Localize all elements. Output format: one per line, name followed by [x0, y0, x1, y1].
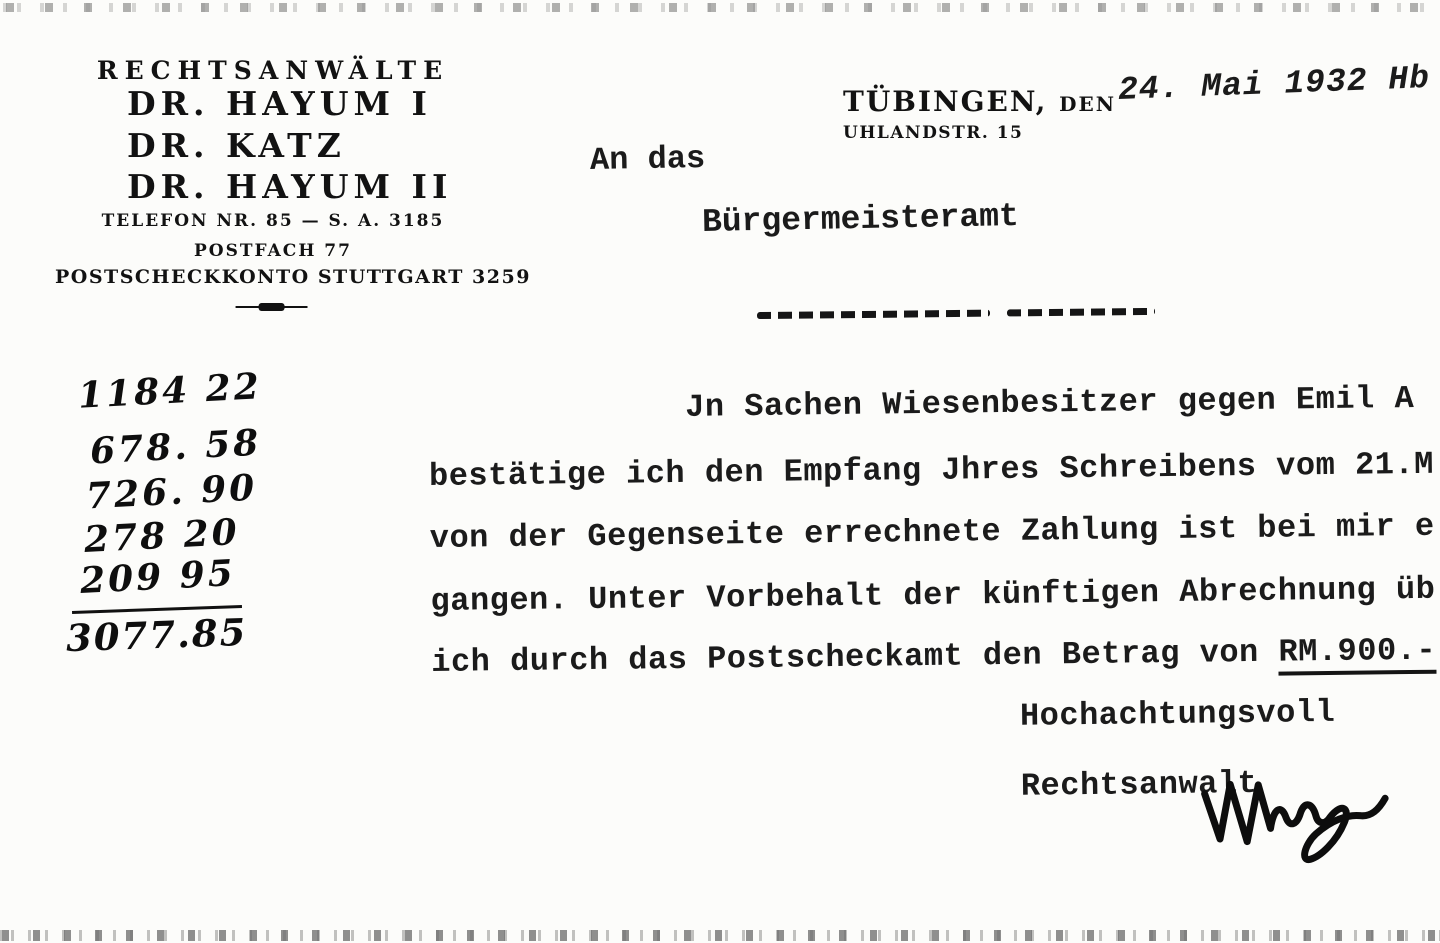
recipient-line-1: An das: [589, 139, 706, 180]
body-line: Jn Sachen Wiesenbesitzer gegen Emil A: [684, 379, 1415, 426]
city-line: [843, 85, 1116, 118]
date-line: 24. Mai 1932 Hb: [1117, 60, 1431, 109]
letterhead-phone-line: TELEFON NR. 85 — S. A. 3185: [101, 211, 445, 231]
body-line-amount: [431, 632, 1436, 681]
letterhead-name-hayum-1: DR. HAYUM I: [127, 84, 432, 123]
letterhead-name-hayum-2: DR. HAYUM II: [127, 167, 453, 206]
calc-entry: 726. 90: [85, 466, 259, 518]
calc-total: 3077.85: [65, 609, 249, 661]
dashed-separator: [757, 308, 1155, 319]
city-name: TÜBINGEN,: [843, 85, 1048, 118]
signoff-title: Rechtsanwalt: [1020, 764, 1258, 805]
street-line: UHLANDSTR. 15: [843, 123, 1024, 143]
letterhead-name-katz: DR. KATZ: [127, 126, 346, 165]
calc-entry: 278 20: [83, 510, 241, 562]
den-word: DEN: [1059, 92, 1117, 116]
office-address-block: [843, 85, 1116, 143]
calc-entry: 1184 22: [77, 365, 263, 417]
calc-entry: 678. 58: [89, 421, 263, 473]
amount-prefix: ich durch das Postscheckamt den Betrag von: [431, 633, 1279, 681]
scan-edge-artifacts-bottom: [0, 930, 1440, 941]
body-line: bestätige ich den Empfang Jhres Schreibens vom 21.M: [428, 445, 1435, 495]
letterhead: [55, 0, 531, 330]
letterhead-title: RECHTSANWÄLTE: [96, 56, 450, 85]
handwritten-calculation: [65, 365, 276, 668]
dash-segment: [757, 310, 990, 319]
closing-salutation: Hochachtungsvoll: [1019, 693, 1336, 735]
underlined-amount: RM.900.-: [1278, 632, 1436, 676]
body-line: gangen. Unter Vorbehalt der künftigen Abrechnung üb: [430, 570, 1436, 620]
body-line: von der Gegenseite errechnete Zahlung ist bei mir e: [429, 507, 1435, 557]
signature-scrawl: [1193, 752, 1437, 882]
letterhead-account-line: POSTSCHECKKONTO STUTTGART 3259: [55, 266, 531, 288]
letterhead-postbox-line: POSTFACH 77: [194, 241, 352, 261]
calc-entry: 209 95: [79, 551, 237, 603]
recipient-line-2: Bürgermeisteramt: [701, 197, 1020, 242]
divider-ornament-icon: [236, 297, 308, 316]
dash-segment: [1007, 308, 1155, 317]
